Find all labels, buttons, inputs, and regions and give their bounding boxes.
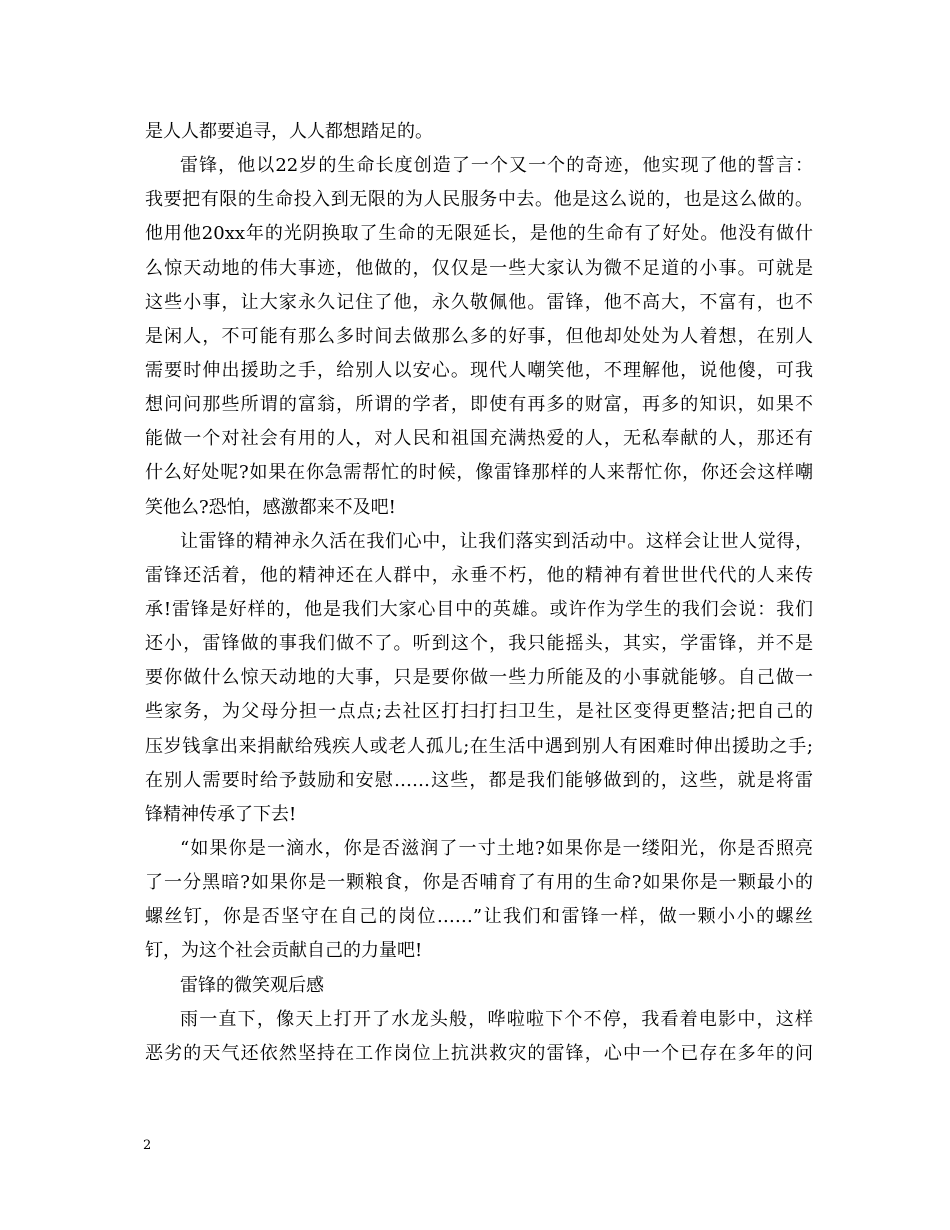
text-line: 雷锋还活着，他的精神还在人群中，永垂不朽，他的精神有着世世代代的人来传	[145, 564, 813, 586]
text-line: 我要把有限的生命投入到无限的为人民服务中去。他是这么说的，也是这么做的。	[145, 189, 813, 211]
paragraph-end-line: 笑他么?恐怕，感激都来不及吧!	[145, 496, 396, 518]
text-line: 这些小事，让大家永久记住了他，永久敬佩他。雷锋，他不高大，不富有，也不	[145, 291, 813, 313]
text-line: 什么好处呢?如果在你急需帮忙的时候，像雷锋那样的人来帮忙你，你还会这样嘲	[145, 462, 813, 484]
paragraph-end-line: 锋精神传承了下去!	[145, 803, 297, 825]
paragraph-start-line: 让雷锋的精神永久活在我们心中，让我们落实到活动中。这样会让世人觉得，	[180, 530, 813, 552]
text-line: 要你做什么惊天动地的大事，只是要你做一些力所能及的小事就能够。自己做一	[145, 667, 813, 689]
text-line: 了一分黑暗?如果你是一颗粮食，你是否哺育了有用的生命?如果你是一颗最小的	[145, 872, 813, 894]
text-line: 能做一个对社会有用的人，对人民和祖国充满热爱的人，无私奉献的人，那还有	[145, 428, 813, 450]
text-line: 是人人都要追寻，人人都想踏足的。	[145, 121, 433, 142]
text-line: 想问问那些所谓的富翁，所谓的学者，即使有再多的财富，再多的知识，如果不	[145, 394, 813, 416]
text-line: 还小，雷锋做的事我们做不了。听到这个，我只能摇头，其实，学雷锋，并不是	[145, 633, 813, 655]
text-line: 在别人需要时给予鼓励和安慰……这些，都是我们能够做到的，这些，就是将雷	[145, 769, 813, 791]
section-heading: 雷锋的微笑观后感	[180, 974, 324, 996]
text-line: 螺丝钉，你是否坚守在自己的岗位……”让我们和雷锋一样，做一颗小小的螺丝	[145, 906, 813, 928]
text-line: 他用他20xx年的光阴换取了生命的无限延长，是他的生命有了好处。他没有做什	[145, 223, 813, 245]
text-line: 恶劣的天气还依然坚持在工作岗位上抗洪救灾的雷锋，心中一个已存在多年的问	[145, 1042, 813, 1064]
page-number: 2	[143, 1138, 152, 1153]
paragraph-start-line: 雨一直下，像天上打开了水龙头般，哗啦啦下个不停，我看着电影中，这样	[180, 1008, 813, 1030]
text-line: 些家务，为父母分担一点点;去社区打扫打扫卫生，是社区变得更整洁;把自己的	[145, 701, 813, 723]
text-line: 压岁钱拿出来捐献给残疾人或老人孤儿;在生活中遇到别人有困难时伸出援助之手;	[145, 735, 813, 757]
text-line: 承!雷锋是好样的，他是我们大家心目中的英雄。或许作为学生的我们会说：我们	[145, 598, 813, 620]
text-line: 是闲人，不可能有那么多时间去做那么多的好事，但他却处处为人着想，在别人	[145, 325, 813, 347]
text-line: 需要时伸出援助之手，给别人以安心。现代人嘲笑他，不理解他，说他傻，可我	[145, 359, 813, 381]
paragraph-start-line: 雷锋，他以22岁的生命长度创造了一个又一个的奇迹，他实现了他的誓言：	[180, 155, 813, 177]
document-body	[145, 115, 813, 1071]
paragraph-start-line: “如果你是一滴水，你是否滋润了一寸土地?如果你是一缕阳光，你是否照亮	[180, 837, 813, 859]
paragraph-end-line: 钉，为这个社会贡献自己的力量吧!	[145, 940, 423, 962]
text-line: 么惊天动地的伟大事迹，他做的，仅仅是一些大家认为微不足道的小事。可就是	[145, 257, 813, 279]
